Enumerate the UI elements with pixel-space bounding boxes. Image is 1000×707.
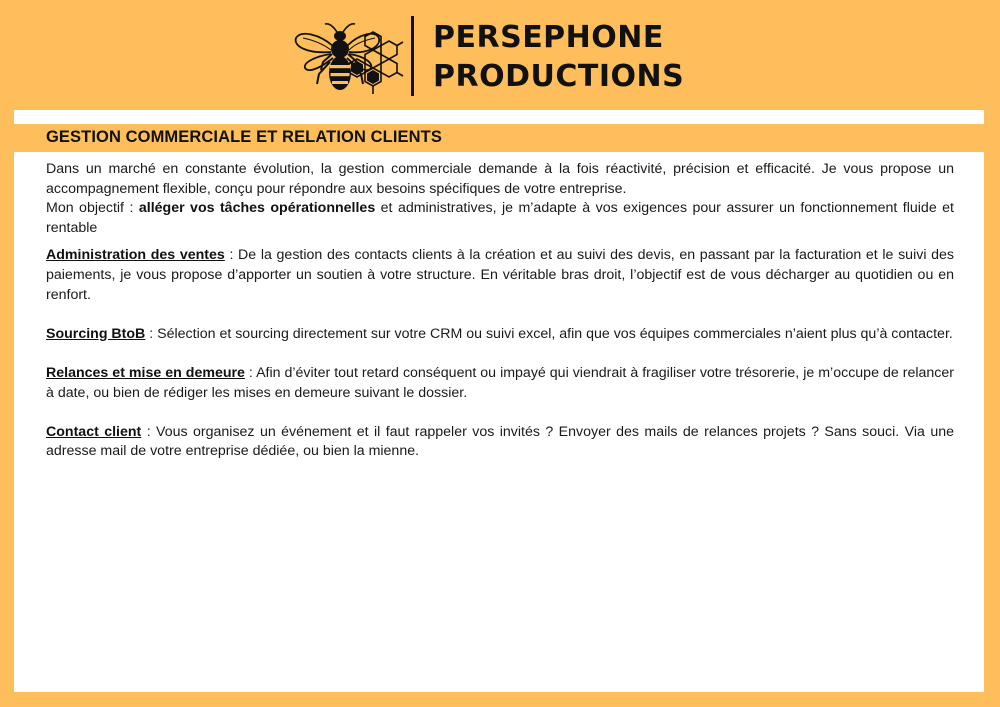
- service-sourcing-btob: [46, 325, 954, 345]
- brand-line-1: PERSEPHONE: [433, 20, 664, 55]
- content-panel: [14, 152, 984, 692]
- service-term: Relances et mise en demeure: [46, 364, 245, 381]
- service-term: Contact client: [46, 423, 142, 440]
- title-strip: [14, 110, 984, 124]
- service-term: Sourcing BtoB: [46, 325, 146, 342]
- service-description: : Afin d’éviter tout retard conséquent ou impayé qui viendrait à fragiliser votre trésorerie, je m’occupe de relancer à date, ou bien de rédiger les mises en demeure suivant le dossier.: [46, 364, 954, 401]
- intro-paragraph-2: [46, 199, 954, 238]
- intro-p2-end: et administratives, je m’adapte à vos exigences pour assurer un fonctionnement fluide et rentable: [46, 200, 954, 236]
- service-term: Administration des ventes: [46, 247, 225, 264]
- brand-name: [433, 18, 684, 96]
- bee-honeycomb-icon: [293, 18, 405, 98]
- intro-paragraph-1: Dans un marché en constante évolution, la gestion commerciale demande à la fois réactivité, précision et efficacité. Je vous propose un accompagnement flexible, conçu pour répondre aux besoins spécifiques de votre entreprise.: [46, 161, 954, 197]
- service-description: : Vous organisez un événement et il faut rappeler vos invités ? Envoyer des mails de relances projets ? Sans souci. Via une adresse mail de votre entreprise dédiée, ou bien la mienne.: [46, 423, 954, 460]
- service-relances: [46, 364, 954, 403]
- service-administration-ventes: [46, 246, 954, 305]
- service-contact-client: [46, 423, 954, 462]
- brand-line-2: PRODUCTIONS: [433, 59, 685, 94]
- intro: [46, 160, 954, 238]
- service-description: : De la gestion des contacts clients à la création et au suivi des devis, en passant par la facturation et le suivi des paiements, je vous propose d’apporter un soutien à votre structure. En véritable bras droit, l’objectif est de vous décharger au quotidien ou en renfort.: [46, 247, 954, 303]
- intro-p2-emphasis: alléger vos tâches opérationnelles: [138, 200, 376, 217]
- header-divider: [411, 16, 414, 96]
- header: [0, 0, 1000, 112]
- service-description: : Sélection et sourcing directement sur votre CRM ou suivi excel, afin que vos équipes commerciales n’aient plus qu’à contacter.: [145, 325, 953, 342]
- intro-p2-start: Mon objectif :: [46, 200, 139, 217]
- section-title: GESTION COMMERCIALE ET RELATION CLIENTS: [46, 128, 442, 146]
